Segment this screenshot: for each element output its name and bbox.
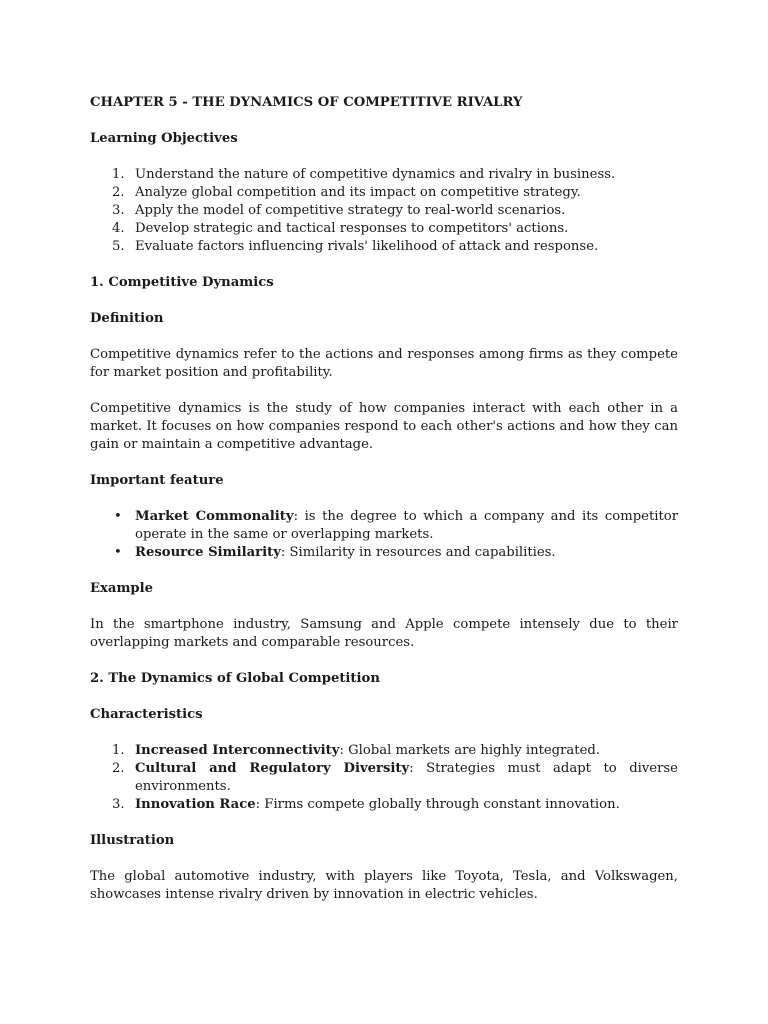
definition-paragraph-2: Competitive dynamics is the study of how companies interact with each other in a market. It focuses on how companies respond to each other's actions and how they can gain or maintain a competitive advantage.: [90, 401, 678, 452]
feature-term: Market Commonality: [135, 509, 294, 524]
list-item: [90, 508, 678, 544]
list-item: [90, 760, 678, 796]
list-item: [90, 796, 678, 814]
list-number: 2.: [112, 761, 125, 776]
illustration-paragraph: The global automotive industry, with players like Toyota, Tesla, and Volkswagen, showcases intense rivalry driven by innovation in electric vehicles.: [90, 869, 678, 902]
illustration-heading: Illustration: [90, 833, 175, 848]
list-item-text: Understand the nature of competitive dynamics and rivalry in business.: [135, 167, 616, 182]
section-2-heading: 2. The Dynamics of Global Competition: [90, 671, 380, 686]
list-item: [90, 202, 678, 220]
list-item-text: Develop strategic and tactical responses to competitors' actions.: [135, 221, 569, 236]
characteristics-list: [90, 742, 678, 814]
feature-text: : Similarity in resources and capabilities.: [280, 545, 556, 560]
list-number: 1.: [112, 743, 125, 758]
list-number: 4.: [112, 221, 125, 236]
list-item: [90, 184, 678, 202]
features-list: [90, 508, 678, 562]
list-item: [90, 742, 678, 760]
learning-objectives-list: [90, 166, 678, 256]
example-paragraph: In the smartphone industry, Samsung and Apple compete intensely due to their overlapping markets and comparable resources.: [90, 617, 678, 650]
list-item: [90, 166, 678, 184]
definition-heading: Definition: [90, 311, 164, 326]
characteristic-text: : Firms compete globally through constant innovation.: [255, 797, 620, 812]
list-number: 3.: [112, 203, 125, 218]
characteristic-text: : Global markets are highly integrated.: [339, 743, 601, 758]
feature-text: : is the degree to which a company and its competitor operate in the same or overlapping markets.: [135, 509, 679, 542]
list-number: 3.: [112, 797, 125, 812]
list-item-text: Evaluate factors influencing rivals' likelihood of attack and response.: [135, 239, 599, 254]
important-feature-heading: Important feature: [90, 473, 224, 488]
bullet-marker: •: [114, 545, 122, 560]
bullet-marker: •: [114, 509, 122, 524]
list-item-text: Analyze global competition and its impact on competitive strategy.: [135, 185, 581, 200]
example-heading: Example: [90, 581, 154, 596]
chapter-title: CHAPTER 5 - THE DYNAMICS OF COMPETITIVE RIVALRY: [90, 95, 523, 110]
feature-term: Resource Similarity: [135, 545, 281, 560]
characteristics-heading: Characteristics: [90, 707, 203, 722]
list-item: [90, 238, 678, 256]
definition-paragraph-1: Competitive dynamics refer to the actions and responses among firms as they compete for market position and profitability.: [90, 347, 678, 380]
characteristic-term: Cultural and Regulatory Diversity: [135, 761, 410, 776]
list-number: 1.: [112, 167, 125, 182]
list-number: 5.: [112, 239, 125, 254]
characteristic-text: : Strategies must adapt to diverse environments.: [135, 761, 678, 794]
learning-objectives-heading: Learning Objectives: [90, 131, 238, 146]
characteristic-term: Innovation Race: [135, 797, 256, 812]
section-1-heading: 1. Competitive Dynamics: [90, 275, 274, 290]
characteristic-term: Increased Interconnectivity: [135, 743, 340, 758]
list-item: [90, 544, 678, 562]
list-item: [90, 220, 678, 238]
list-item-text: Apply the model of competitive strategy to real-world scenarios.: [135, 203, 566, 218]
list-number: 2.: [112, 185, 125, 200]
